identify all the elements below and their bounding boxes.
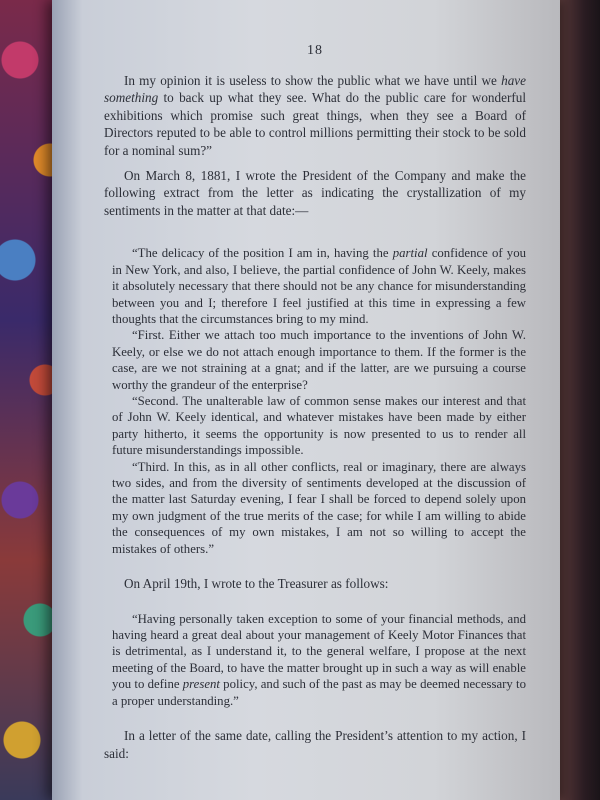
- quote-paragraph-3: “Second. The unalterable law of common sense makes our interest and that of John W. Keely identical, and whatever mistakes have been made by either party hitherto, it seems the opportunity is now presented to us to render all future misunderstandings impossible.: [112, 394, 526, 458]
- paragraph-2: On March 8, 1881, I wrote the President of the Company and make the following extract from the letter as indicating the crystallization of my sentiments in the matter at that date:—: [104, 167, 526, 218]
- quote-paragraph-5: “Having personally taken exception to some of your financial methods, and having heard a great deal about your management of Keely Motor Finances that is detrimental, as I understand it, to the general welfare, I propose at the next meeting of the Board, to have the matter brought up in such a way as will enable you to define present policy, and such of the past as may be deemed necessary to a proper understanding.”: [112, 611, 526, 708]
- quote-paragraph-1: “The delicacy of the position I am in, having the partial confidence of you in New York, and also, I believe, the partial confidence of John W. Keely, makes it absolutely necessary that there should not be any chance for misunderstanding between you and I; therefore I feel justified at this time in expressing a few thoughts that the circumstances bring to my mind.: [112, 246, 526, 326]
- background-dark: [560, 0, 600, 800]
- paragraph-1: In my opinion it is useless to show the public what we have until we have something to back up what they see. What do the public care for wonderful exhibitions which promise such great things, when they see a Board of Directors reputed to be able to control millions permitting their stock to be sold for a nominal sum?”: [104, 72, 526, 158]
- quote-paragraph-4: “Third. In this, as in all other conflicts, real or imaginary, there are always two sides, and from the diversity of sentiments developed at the discussion of the matter last Saturday evening, I fear I shall be forced to depend solely upon my own judgment of the true merits of the case; for while I am willing to abide the consequences of my own mistakes, I am not so willing to accept the mistakes of others.”: [112, 459, 526, 556]
- page-text-block: [104, 42, 526, 762]
- paragraph-3: On April 19th, I wrote to the Treasurer as follows:: [124, 576, 389, 592]
- quote-paragraph-2: “First. Either we attach too much importance to the inventions of John W. Keely, or else we do not attach enough importance to them. If the former is the case, are we not straining at a gnat; and if the latter, are we pursuing a course worthy the grandeur of the enterprise?: [112, 328, 526, 392]
- page-number: 18: [307, 43, 323, 58]
- book-page: [52, 0, 560, 800]
- paragraph-4: In a letter of the same date, calling the President’s attention to my action, I said:: [104, 728, 526, 761]
